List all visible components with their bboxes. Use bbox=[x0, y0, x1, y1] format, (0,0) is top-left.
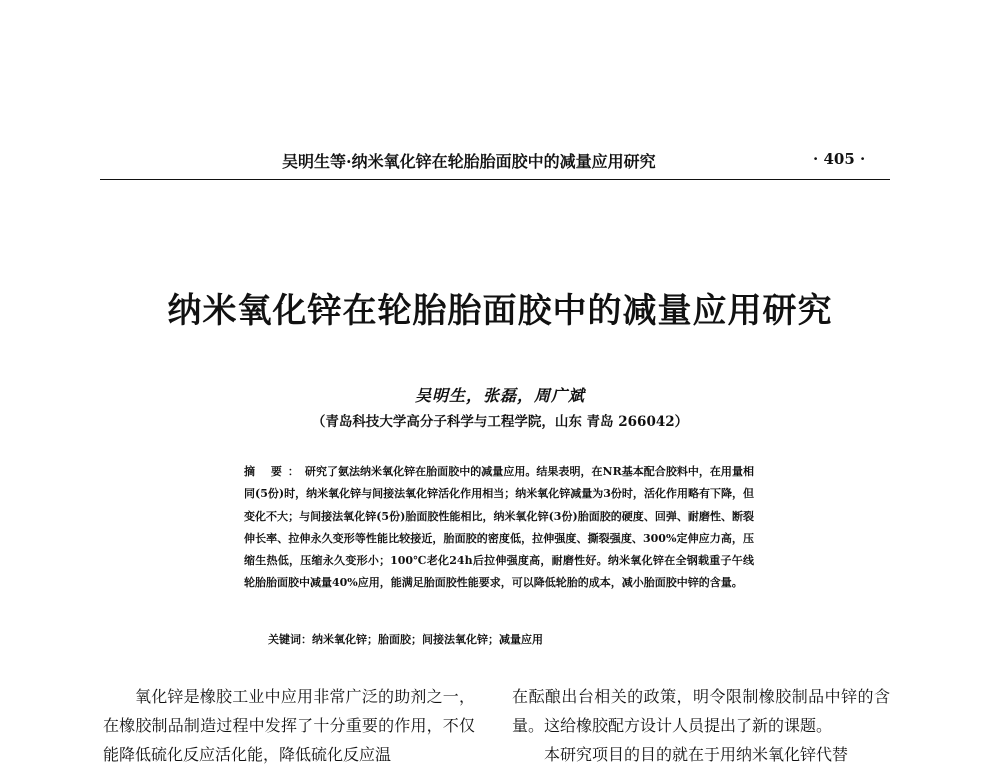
running-title: 吴明生等·纳米氧化锌在轮胎胎面胶中的减量应用研究 bbox=[282, 152, 656, 171]
abstract bbox=[244, 461, 754, 595]
paper-title: 纳米氧化锌在轮胎胎面胶中的减量应用研究 bbox=[167, 291, 833, 331]
header-rule bbox=[100, 179, 890, 180]
body-paragraph: 氧化锌是橡胶工业中应用非常广泛的助剂之一，在橡胶制品制造过程中发挥了十分重要的作用，不仅能降低硫化反应活化能，降低硫化反应温 bbox=[103, 687, 475, 764]
authors: 吴明生，张磊，周广斌 bbox=[414, 386, 585, 405]
abstract-text: 研究了氨法纳米氧化锌在胎面胶中的减量应用。结果表明，在NR基本配合胶料中，在用量相同(5份)时，纳米氧化锌与间接法氧化锌活化作用相当；纳米氧化锌减量为3份时，活化作用略有下降，但变化不大；与间接法氧化锌(5份)胎面胶性能相比，纳米氧化锌(3份)胎面胶的硬度、回弹、耐磨性、断裂伸长率、拉伸永久变形等性能比较接近，胎面胶的密度低，拉伸强度、撕裂强度、300%定伸应力高，压缩生热低，压缩永久变形小；100℃老化24h后拉伸强度高，耐磨性好。纳米氧化锌在全钢载重子午线轮胎胎面胶中减量40%应用，能满足胎面胶性能要求，可以降低轮胎的成本，减小胎面胶中锌的含量。 bbox=[244, 465, 754, 590]
body-paragraph: 在酝酿出台相关的政策，明令限制橡胶制品中锌的含量。这给橡胶配方设计人员提出了新的课题。 bbox=[512, 687, 890, 735]
keywords bbox=[268, 631, 543, 647]
abstract-label: 摘 要： bbox=[244, 465, 305, 478]
body-right-column bbox=[512, 682, 890, 769]
body-paragraph: 本研究项目的目的就在于用纳米氧化锌代替 bbox=[544, 745, 849, 764]
keywords-text: 纳米氧化锌；胎面胶；间接法氧化锌；减量应用 bbox=[312, 633, 543, 646]
body-left-column bbox=[103, 682, 475, 769]
page-number: · 405 · bbox=[813, 150, 866, 168]
keywords-label: 关键词： bbox=[268, 633, 312, 646]
affiliation: （青岛科技大学高分子科学与工程学院，山东 青岛 266042） bbox=[311, 414, 689, 430]
